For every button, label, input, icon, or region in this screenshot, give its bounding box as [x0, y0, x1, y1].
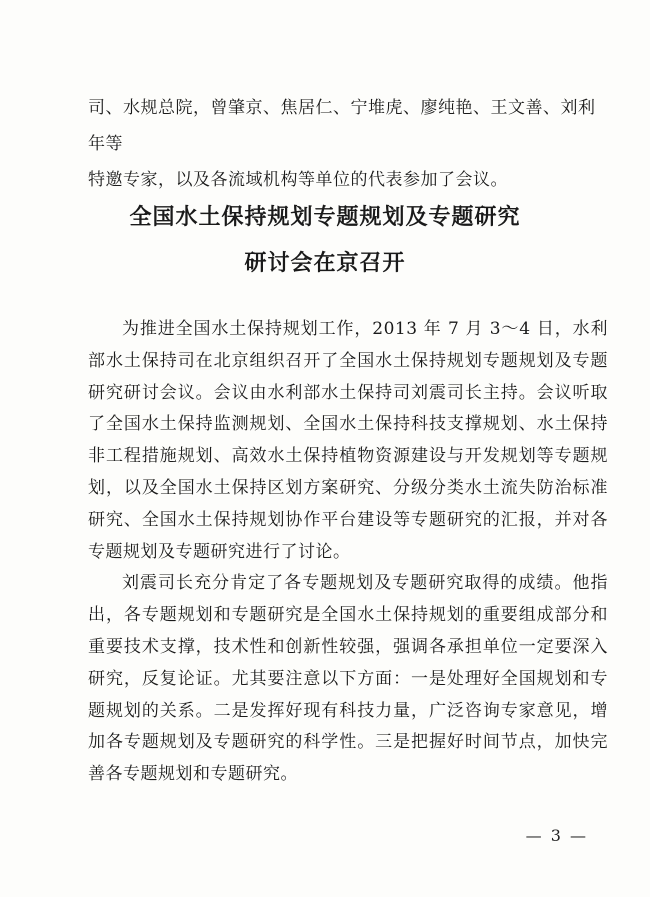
article-title-line-2: 研讨会在京召开 — [244, 251, 406, 276]
article-paragraph-2: 刘震司长充分肯定了各专题规划及专题研究取得的成绩。他指出，各专题规划和专题研究是全国水土保持规划的重要组成部分和重要技术支撑，技术性和创新性较强，强调各承担单位一定要深入研究，反复论证。尤其要注意以下方面：一是处理好全国规划和专题规划的关系。二是发挥好现有科技力量，广泛咨询专家意见，增加各专题规划及专题研究的科学性。三是把握好时间节点，加快完善各专题规划和专题研究。 — [88, 573, 608, 785]
continued-line-2: 特邀专家，以及各流域机构等单位的代表参加了会议。 — [88, 170, 508, 190]
continued-line-1: 司、水规总院，曾肇京、焦居仁、宁堆虎、廖纯艳、王文善、刘利年等 — [88, 98, 596, 154]
article-title-line-1: 全国水土保持规划专题规划及专题研究 — [129, 205, 521, 230]
article-body — [88, 314, 608, 791]
article-paragraph-1: 为推进全国水土保持规划工作，2013 年 7 月 3～4 日，水利部水土保持司在北京组织召开了全国水土保持规划专题规划及专题研究研讨会议。会议由水利部水土保持司刘震司长主持。会议听取了全国水土保持监测规划、全国水土保持科技支撑规划、水土保持非工程措施规划、高效水土保持植物资源建设与开发规划等专题规划，以及全国水土保持区划方案研究、分级分类水土流失防治标准研究、全国水土保持规划协作平台建设等专题研究的汇报，并对各专题规划及专题研究进行了讨论。 — [88, 319, 608, 562]
continued-paragraph — [88, 90, 608, 198]
page-number: — 3 — — [525, 826, 588, 845]
